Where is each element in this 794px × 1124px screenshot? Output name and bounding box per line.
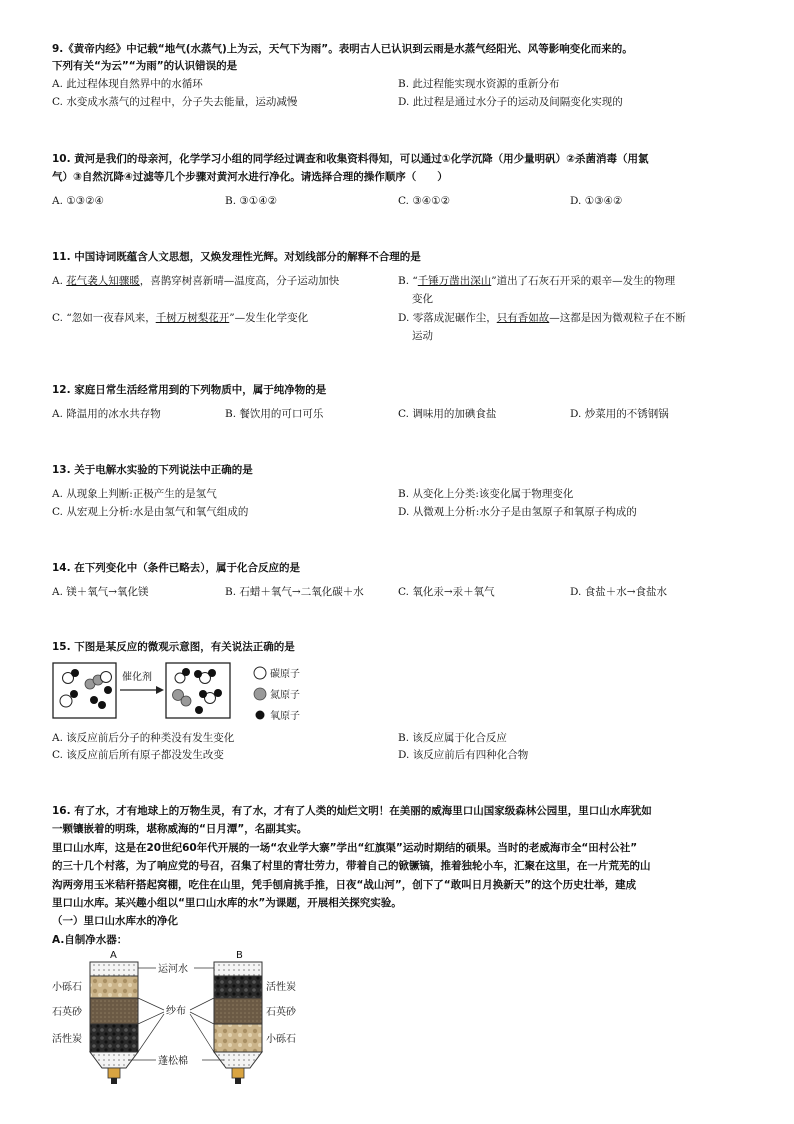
filter-b — [214, 962, 262, 1084]
q15-option-d: D. 该反应前后有四种化合物 — [398, 749, 529, 761]
q11-stem: 11. 中国诗词既蕴含人文思想，又焕发理性光辉。对划线部分的解释不合理的是 — [52, 251, 421, 263]
q15-option-c: C. 该反应前后所有原子都没发生改变 — [52, 749, 224, 761]
legend-nitrogen-icon — [254, 688, 266, 700]
filter-b-label: B — [236, 950, 243, 961]
q16-p2-line3: 沟两旁用玉米秸秆搭起窝棚，吃住在山里，凭手刨肩挑手推，日夜“战山河”，创下了“敢叫日月换新天”的这个历史壮举，建成 — [52, 879, 637, 891]
q11-a-suffix: ，喜鹊穿树喜新晴—温度高，分子运动加快 — [139, 275, 340, 287]
q11-b-underlined: 千锤万凿出深山 — [417, 275, 492, 287]
filter-a — [90, 962, 138, 1084]
catalyst-label: 催化剂 — [122, 672, 152, 683]
q12-option-b: B. 餐饮用的可口可乐 — [225, 408, 324, 420]
filter-b-layer-3: 小砾石 — [266, 1034, 296, 1045]
q10-option-b: B. ③①④② — [225, 195, 278, 207]
q11-d-suffix: —这都是因为微观粒子在不断 — [549, 312, 686, 324]
reaction-diagram — [52, 660, 322, 722]
q16-p2-line2: 的三十几个村落，为了响应党的号召，召集了村里的青壮劳力，带着自己的锨镢镐，推着独轮小车，汇聚在这里，在一片荒芜的山 — [52, 860, 651, 872]
q16-p1-line2: 一颗镶嵌着的明珠，堪称威海的“日月潭”，名副其实。 — [52, 823, 308, 835]
legend-nitrogen-label: 氮原子 — [270, 690, 300, 701]
q10-option-a: A. ①③②④ — [52, 195, 104, 207]
q14-option-b: B. 石蜡＋氧气→二氧化碳＋水 — [225, 586, 364, 598]
q10-stem-line2: 气）③自然沉降④过滤等几个步骤对黄河水进行净化。请选择合理的操作顺序（ ） — [52, 171, 448, 183]
arrow-head — [156, 686, 164, 694]
q14-option-a: A. 镁＋氧气→氧化镁 — [52, 586, 149, 598]
legend-carbon-icon — [254, 667, 266, 679]
q11-a-prefix: A. — [52, 275, 67, 287]
q11-option-d — [398, 310, 686, 327]
q11-b-prefix: B. “ — [398, 275, 418, 287]
q16-p2-line4: 里口山水库。某兴趣小组以“里口山水库的水”为课题，开展相关探究实验。 — [52, 897, 402, 909]
legend-carbon-label: 碳原子 — [270, 669, 300, 680]
q14-option-c: C. 氧化汞→汞＋氧气 — [398, 586, 495, 598]
q13-option-d: D. 从微观上分析:水分子是由氢原子和氧原子构成的 — [398, 506, 637, 518]
q11-b-suffix: ”道出了石灰石开采的艰辛—发生的物理 — [491, 275, 676, 287]
q11-option-d-line2: 运动 — [412, 330, 433, 342]
q9-option-a: A. 此过程体现自然界中的水循环 — [52, 78, 203, 90]
q15-option-b: B. 该反应属于化合反应 — [398, 732, 507, 744]
filter-b-layer-2: 石英砂 — [266, 1007, 296, 1018]
q13-option-c: C. 从宏观上分析:水是由氢气和氧气组成的 — [52, 506, 249, 518]
q16-section-heading: （一）里口山水库水的净化 — [52, 915, 178, 927]
filter-a-layer-1: 小砾石 — [52, 982, 82, 993]
q12-option-a: A. 降温用的冰水共存物 — [52, 408, 161, 420]
q10-stem-line1: 10. 黄河是我们的母亲河，化学学习小组的同学经过调查和收集资料得知，可以通过①化学沉降（用少量明矾）②杀菌消毒（用氯 — [52, 153, 649, 165]
q12-option-c: C. 调味用的加碘食盐 — [398, 408, 497, 420]
q13-stem: 13. 关于电解水实验的下列说法中正确的是 — [52, 464, 253, 476]
filter-b-layer-1: 活性炭 — [266, 982, 296, 993]
q11-option-c — [52, 310, 308, 327]
q16-p2-line1: 里口山水库，这是在20世纪60年代开展的一场“农业学大寨”学出“红旗渠”运动时期结的硕果。当时的老威海市全“田村公社” — [52, 842, 638, 854]
q12-stem: 12. 家庭日常生活经常用到的下列物质中，属于纯净物的是 — [52, 384, 327, 396]
legend-oxygen-label: 氧原子 — [270, 711, 300, 722]
filter-a-layer-2: 石英砂 — [52, 1007, 82, 1018]
canal-water-label: 运河水 — [158, 964, 188, 975]
q11-c-underlined: 千树万树梨花开 — [155, 312, 230, 324]
water-filter-figure — [52, 948, 332, 1098]
q9-stem-line2: 下列有关“为云”“为雨”的认识错误的是 — [52, 60, 238, 72]
q15-stem: 15. 下图是某反应的微观示意图，有关说法正确的是 — [52, 641, 295, 653]
q11-d-underlined: 只有香如故 — [496, 312, 550, 324]
q11-option-b-line2: 变化 — [412, 293, 433, 305]
q9-option-c: C. 水变成水蒸气的过程中，分子失去能量，运动减慢 — [52, 96, 298, 108]
q11-a-underlined: 花气袭人知骤暖 — [66, 275, 140, 287]
q11-d-prefix: D. 零落成泥碾作尘， — [398, 312, 497, 324]
cotton-label: 蓬松棉 — [158, 1056, 188, 1067]
filter-a-label: A — [110, 950, 117, 961]
q9-option-d: D. 此过程是通过水分子的运动及间隔变化实现的 — [398, 96, 623, 108]
q15-option-a: A. 该反应前后分子的种类没有发生变化 — [52, 732, 235, 744]
q9-option-b: B. 此过程能实现水资源的重新分布 — [398, 78, 560, 90]
q13-option-a: A. 从现象上判断:正极产生的是氢气 — [52, 488, 217, 500]
q11-option-b — [398, 273, 675, 290]
q13-option-b: B. 从变化上分类:该变化属于物理变化 — [398, 488, 574, 500]
q14-stem: 14. 在下列变化中（条件已略去），属于化合反应的是 — [52, 562, 301, 574]
q11-c-prefix: C. “忽如一夜春风来， — [52, 312, 156, 324]
q16-p1-line1: 16. 有了水，才有地球上的万物生灵，有了水，才有了人类的灿烂文明！在美丽的威海里口山国家级森林公园里，里口山水库犹如 — [52, 805, 652, 817]
q10-option-c: C. ③④①② — [398, 195, 450, 207]
q16-subheading: A.自制净水器： — [52, 934, 128, 946]
q11-option-a — [52, 273, 339, 290]
filter-a-layer-3: 活性炭 — [52, 1034, 82, 1045]
q10-option-d: D. ①③④② — [570, 195, 623, 207]
gauze-label: 纱布 — [166, 1006, 186, 1017]
q14-option-d: D. 食盐＋水→食盐水 — [570, 586, 668, 598]
q11-c-suffix: ”—发生化学变化 — [229, 312, 309, 324]
q12-option-d: D. 炒菜用的不锈钢锅 — [570, 408, 669, 420]
q9-stem-line1: 9.《黄帝内经》中记载“地气(水蒸气)上为云，天气下为雨”。表明古人已认识到云雨是水蒸气经阳光、风等影响变化而来的。 — [52, 43, 633, 55]
legend-oxygen-icon — [256, 711, 265, 720]
